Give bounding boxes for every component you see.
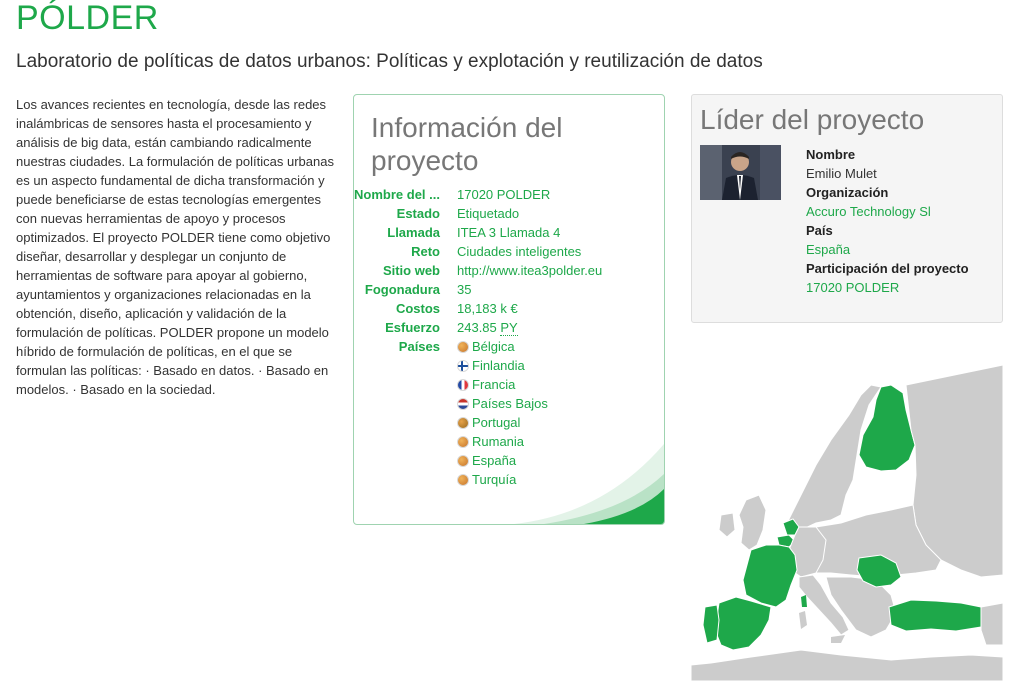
country-name: Rumania — [472, 434, 525, 449]
page-subtitle: Laboratorio de políticas de datos urbanos: Políticas y explotación y reutilización de datos — [16, 51, 763, 72]
country-name: Francia — [472, 377, 516, 392]
project-description: Los avances recientes en tecnología, desde las redes inalámbricas de sensores hasta el procesamiento y análisis de big data, están cambiando radicalmente nuestras ciudades. La formulación de políticas urbanas es un aspecto fundamental de dicha transformación y puede beneficiarse de estas tecnologías emergentes con nuevas herramientas de apoyo y procesos optimizados. El proyecto POLDER tiene como objetivo diseñar, desarrollar y desplegar un conjunto de herramientas de software para apoyar al gobierno, ayuntamientos y organizaciones relacionadas en la obtención, diseño, aplicación y validación de la formulación de políticas. POLDER propone un modelo híbrido de formulación de políticas, en el que se formulan las políticas: · Basado en datos. · Basado en modelos. · Basado en la sociedad. — [16, 97, 334, 397]
info-row-effort — [354, 318, 664, 337]
info-value: 18,183 k € — [457, 301, 518, 316]
info-label: Estado — [396, 206, 440, 221]
effort-unit-abbr: PY — [500, 320, 518, 335]
project-leader-title: Líder del proyecto — [700, 104, 925, 135]
country-item[interactable] — [457, 337, 548, 356]
info-value: ITEA 3 Llamada 4 — [457, 225, 561, 240]
country-name: Finlandia — [472, 358, 525, 373]
map-country-middle-east — [981, 603, 1003, 645]
portugal-flag-icon — [457, 417, 469, 429]
info-label: Reto — [411, 244, 440, 259]
info-label: Fogonadura — [364, 282, 440, 297]
info-value: Etiquetado — [457, 206, 520, 221]
info-label: Países — [398, 339, 440, 354]
turkey-flag-icon — [457, 474, 469, 486]
effort-value: 243.85 — [457, 320, 497, 335]
country-item[interactable] — [457, 356, 548, 375]
map-island-corsica — [801, 595, 807, 607]
info-label: Llamada — [387, 225, 440, 240]
europe-map[interactable] — [691, 345, 1003, 681]
info-label: Sitio web — [382, 263, 440, 278]
info-row-costs — [354, 299, 664, 318]
finland-flag-icon — [457, 360, 469, 372]
project-info-panel — [353, 94, 665, 525]
info-row-bore — [354, 280, 664, 299]
info-value: 35 — [457, 282, 472, 297]
leader-org-link[interactable]: Accuro Technology Sl — [806, 204, 931, 219]
info-row-website — [354, 261, 664, 280]
leader-name-label: Nombre — [806, 147, 856, 162]
info-value: 17020 POLDER — [457, 187, 551, 202]
spain-flag-icon — [457, 455, 469, 467]
leader-name: Emilio Mulet — [806, 166, 877, 181]
leader-avatar — [700, 145, 781, 200]
belgium-flag-icon — [457, 341, 469, 353]
leader-participation-link[interactable]: 17020 POLDER — [806, 280, 900, 295]
country-name: Bélgica — [472, 339, 515, 354]
info-row-name — [354, 185, 664, 204]
info-row-challenge — [354, 242, 664, 261]
info-row-status — [354, 204, 664, 223]
leader-participation-label: Participación del proyecto — [806, 261, 969, 276]
country-name: Portugal — [472, 415, 521, 430]
romania-flag-icon — [457, 436, 469, 448]
leader-country-link[interactable]: España — [806, 242, 851, 257]
project-info-title: Información del proyecto — [371, 112, 563, 176]
info-row-call — [354, 223, 664, 242]
france-flag-icon — [457, 379, 469, 391]
info-label: Esfuerzo — [385, 320, 440, 335]
leader-country-label: País — [806, 223, 833, 238]
info-value — [457, 320, 518, 335]
info-label: Nombre del ... — [354, 187, 440, 202]
map-country-portugal — [703, 605, 719, 643]
netherlands-flag-icon — [457, 398, 469, 410]
country-name: España — [472, 453, 517, 468]
country-item[interactable] — [457, 413, 548, 432]
country-item[interactable] — [457, 394, 548, 413]
info-label: Costos — [395, 301, 440, 316]
country-item[interactable] — [457, 375, 548, 394]
panel-corner-decoration — [514, 434, 664, 524]
leader-details — [806, 145, 969, 297]
country-name: Turquía — [472, 472, 517, 487]
page-title: PÓLDER — [16, 0, 159, 37]
leader-org-label: Organización — [806, 185, 889, 200]
project-leader-panel — [691, 94, 1003, 323]
country-name: Países Bajos — [472, 396, 548, 411]
website-link[interactable]: http://www.itea3polder.eu — [457, 263, 603, 278]
info-value: Ciudades inteligentes — [457, 244, 582, 259]
